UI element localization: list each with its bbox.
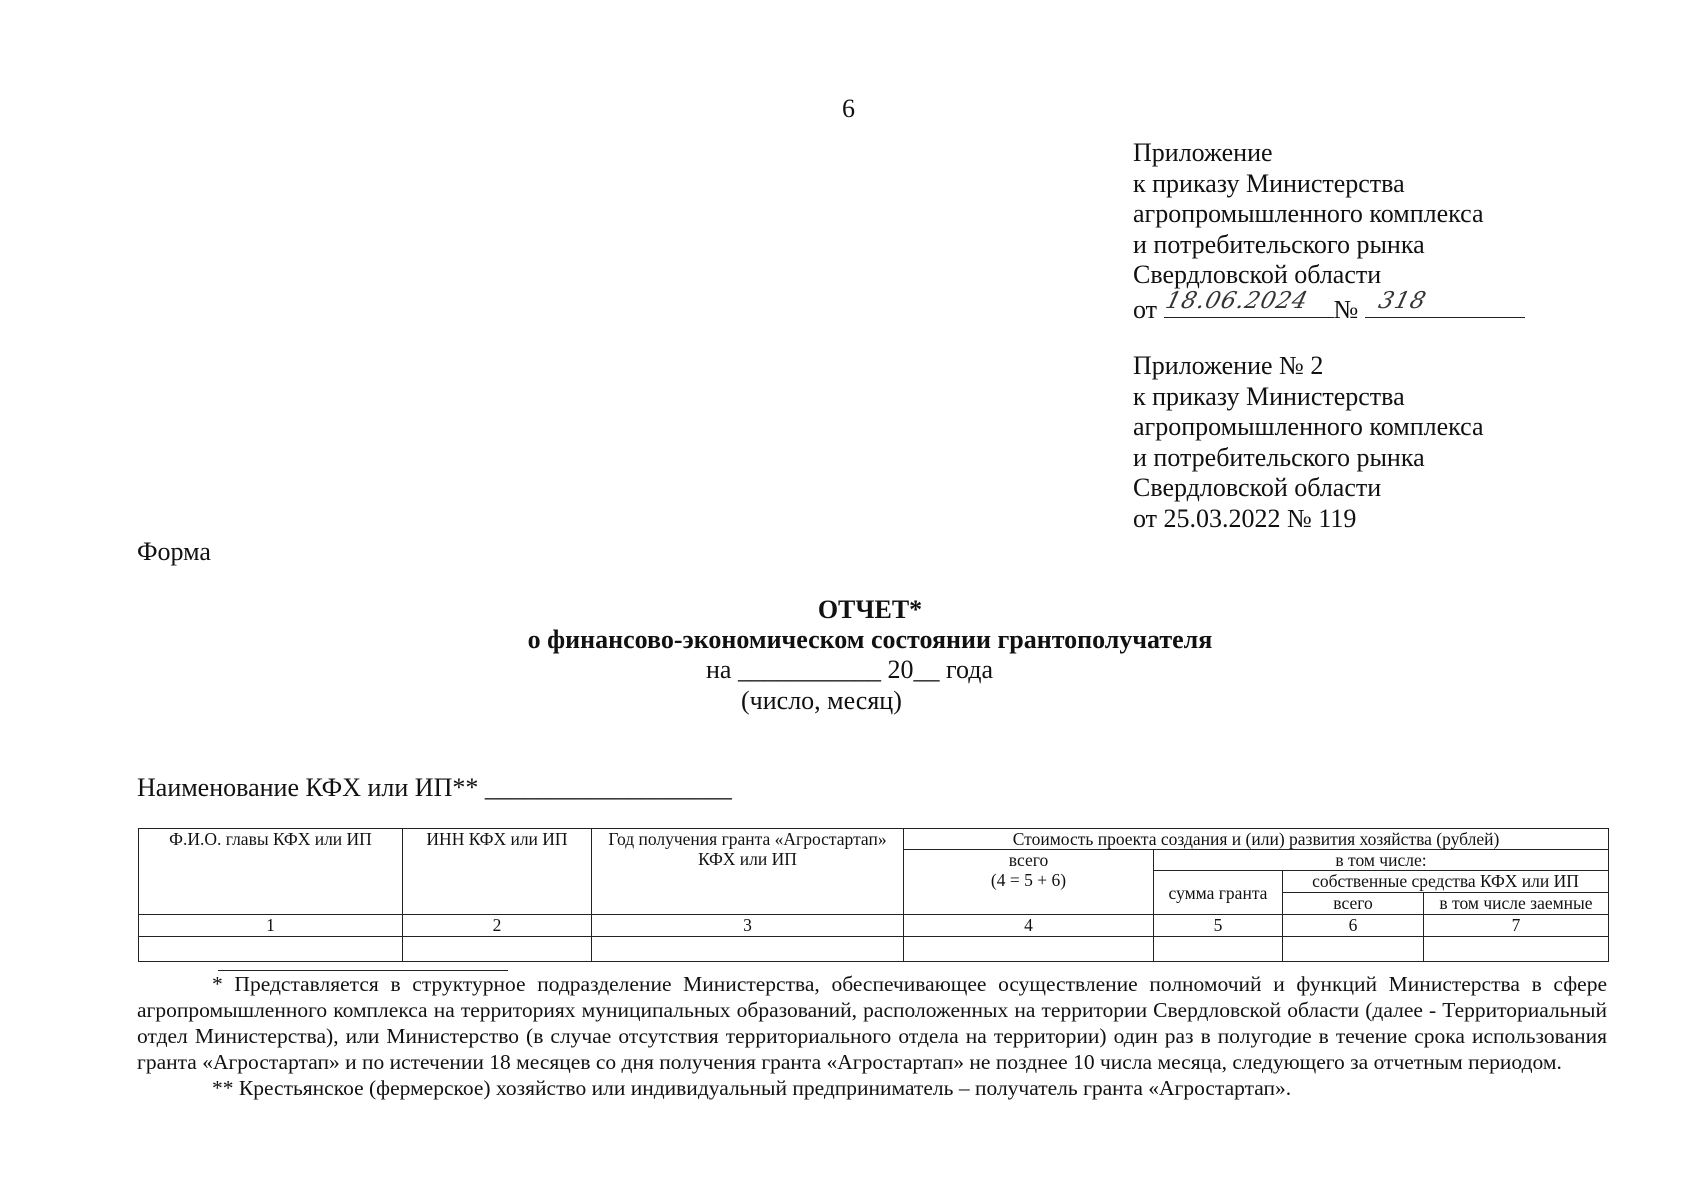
appendix-line: Приложение № 2: [1133, 351, 1324, 380]
number-sign: №: [1333, 294, 1359, 324]
date-signature-field: [1162, 288, 1334, 318]
header-fio: Ф.И.О. главы КФХ или ИП: [139, 829, 403, 915]
table-number-row: [139, 915, 1609, 937]
table-cell-total[interactable]: [904, 937, 1154, 962]
header-total-formula: (4 = 5 + 6): [990, 870, 1067, 890]
column-number: 1: [139, 915, 403, 937]
table-cell-fio[interactable]: [139, 937, 403, 962]
table-row: [139, 937, 1609, 962]
header-grant-sum: сумма гранта: [1154, 871, 1283, 915]
column-number: 4: [904, 915, 1154, 937]
header-inn: ИНН КФХ или ИП: [403, 829, 592, 915]
appendix-current-block: [1133, 138, 1653, 325]
column-number: 2: [403, 915, 592, 937]
appendix-line: агропромышленного комплекса: [1133, 412, 1484, 441]
header-total: [904, 850, 1154, 915]
handwritten-date: 18.06.2024: [1162, 288, 1311, 314]
table-cell-own-borrowed[interactable]: [1424, 937, 1609, 962]
entity-name-blank[interactable]: ___________________: [484, 773, 732, 802]
date-prefix: от: [1133, 294, 1158, 324]
header-own-total: всего: [1283, 893, 1424, 915]
page-number: 6: [842, 94, 855, 123]
appendix-line: и потребительского рынка: [1133, 442, 1425, 472]
footnote-2: ** Крестьянское (фермерское) хозяйство или индивидуальный предприниматель – получатель гранта «Агростартап».: [212, 1076, 1292, 1100]
report-subtitle: о финансово-экономическом состоянии грантополучателя: [527, 625, 1213, 654]
appendix-original-block: [1133, 351, 1653, 534]
report-title: ОТЧЕТ*: [817, 595, 923, 624]
as-of-prefix: на: [706, 655, 732, 684]
header-own-funds: собственные средства КФХ или ИП: [1283, 871, 1609, 893]
appendix-line: Приложение: [1133, 138, 1273, 167]
entity-name-line: [137, 773, 732, 803]
table-cell-inn[interactable]: [403, 937, 592, 962]
as-of-date-blank[interactable]: ___________: [737, 655, 881, 684]
as-of-year: 20__ года: [887, 655, 994, 684]
appendix-line: Свердловской области: [1133, 260, 1382, 289]
appendix-line: и потребительского рынка: [1133, 229, 1425, 259]
column-number: 5: [1154, 915, 1283, 937]
report-table: [138, 828, 1609, 962]
footnote-1: * Представляется в структурное подразделение Министерства, обеспечивающее осуществление полномочий и функций Министерства в сфере агропромышленного комплекса на территориях муниципальных образований, расположенных на территории Свердловской области (далее - Территориальный отдел Министерства), или Министерство (в случае отсутствия территориального отдела на территории) один раз в полугодие в течение срока использования гранта «Агростартап» и по истечении 18 месяцев со дня получения гранта «Агростартап» не позднее 10 числа месяца, следующего за отчетным периодом.: [137, 972, 1607, 1074]
as-of-line: [706, 655, 993, 685]
form-label: Форма: [137, 537, 211, 566]
appendix-line: к приказу Министерства: [1133, 381, 1405, 411]
header-own-borrowed: в том числе заемные: [1424, 893, 1609, 915]
appendix-line: от 25.03.2022 № 119: [1133, 503, 1357, 533]
appendix-line: Свердловской области: [1133, 473, 1382, 502]
header-including: в том числе:: [1154, 850, 1609, 871]
number-signature-field: [1365, 288, 1525, 318]
table-cell-own-total[interactable]: [1283, 937, 1424, 962]
table-header-row: [139, 829, 1609, 850]
footnotes: [137, 971, 1607, 1101]
column-number: 6: [1283, 915, 1424, 937]
header-project-cost: Стоимость проекта создания и (или) развития хозяйства (рублей): [904, 829, 1609, 850]
as-of-hint: (число, месяц): [741, 686, 902, 715]
column-number: 3: [592, 915, 904, 937]
handwritten-number: 318: [1375, 288, 1430, 314]
header-grant-year: Год получения гранта «Агростартап» КФХ или ИП: [592, 829, 904, 915]
header-total-label: всего: [1008, 850, 1049, 870]
entity-name-label: Наименование КФХ или ИП**: [137, 773, 479, 802]
appendix-line: агропромышленного комплекса: [1133, 199, 1484, 228]
appendix-line: к приказу Министерства: [1133, 168, 1405, 198]
table-cell-grant-year[interactable]: [592, 937, 904, 962]
table-cell-grant-sum[interactable]: [1154, 937, 1283, 962]
appendix-date-line: [1133, 288, 1653, 326]
column-number: 7: [1424, 915, 1609, 937]
